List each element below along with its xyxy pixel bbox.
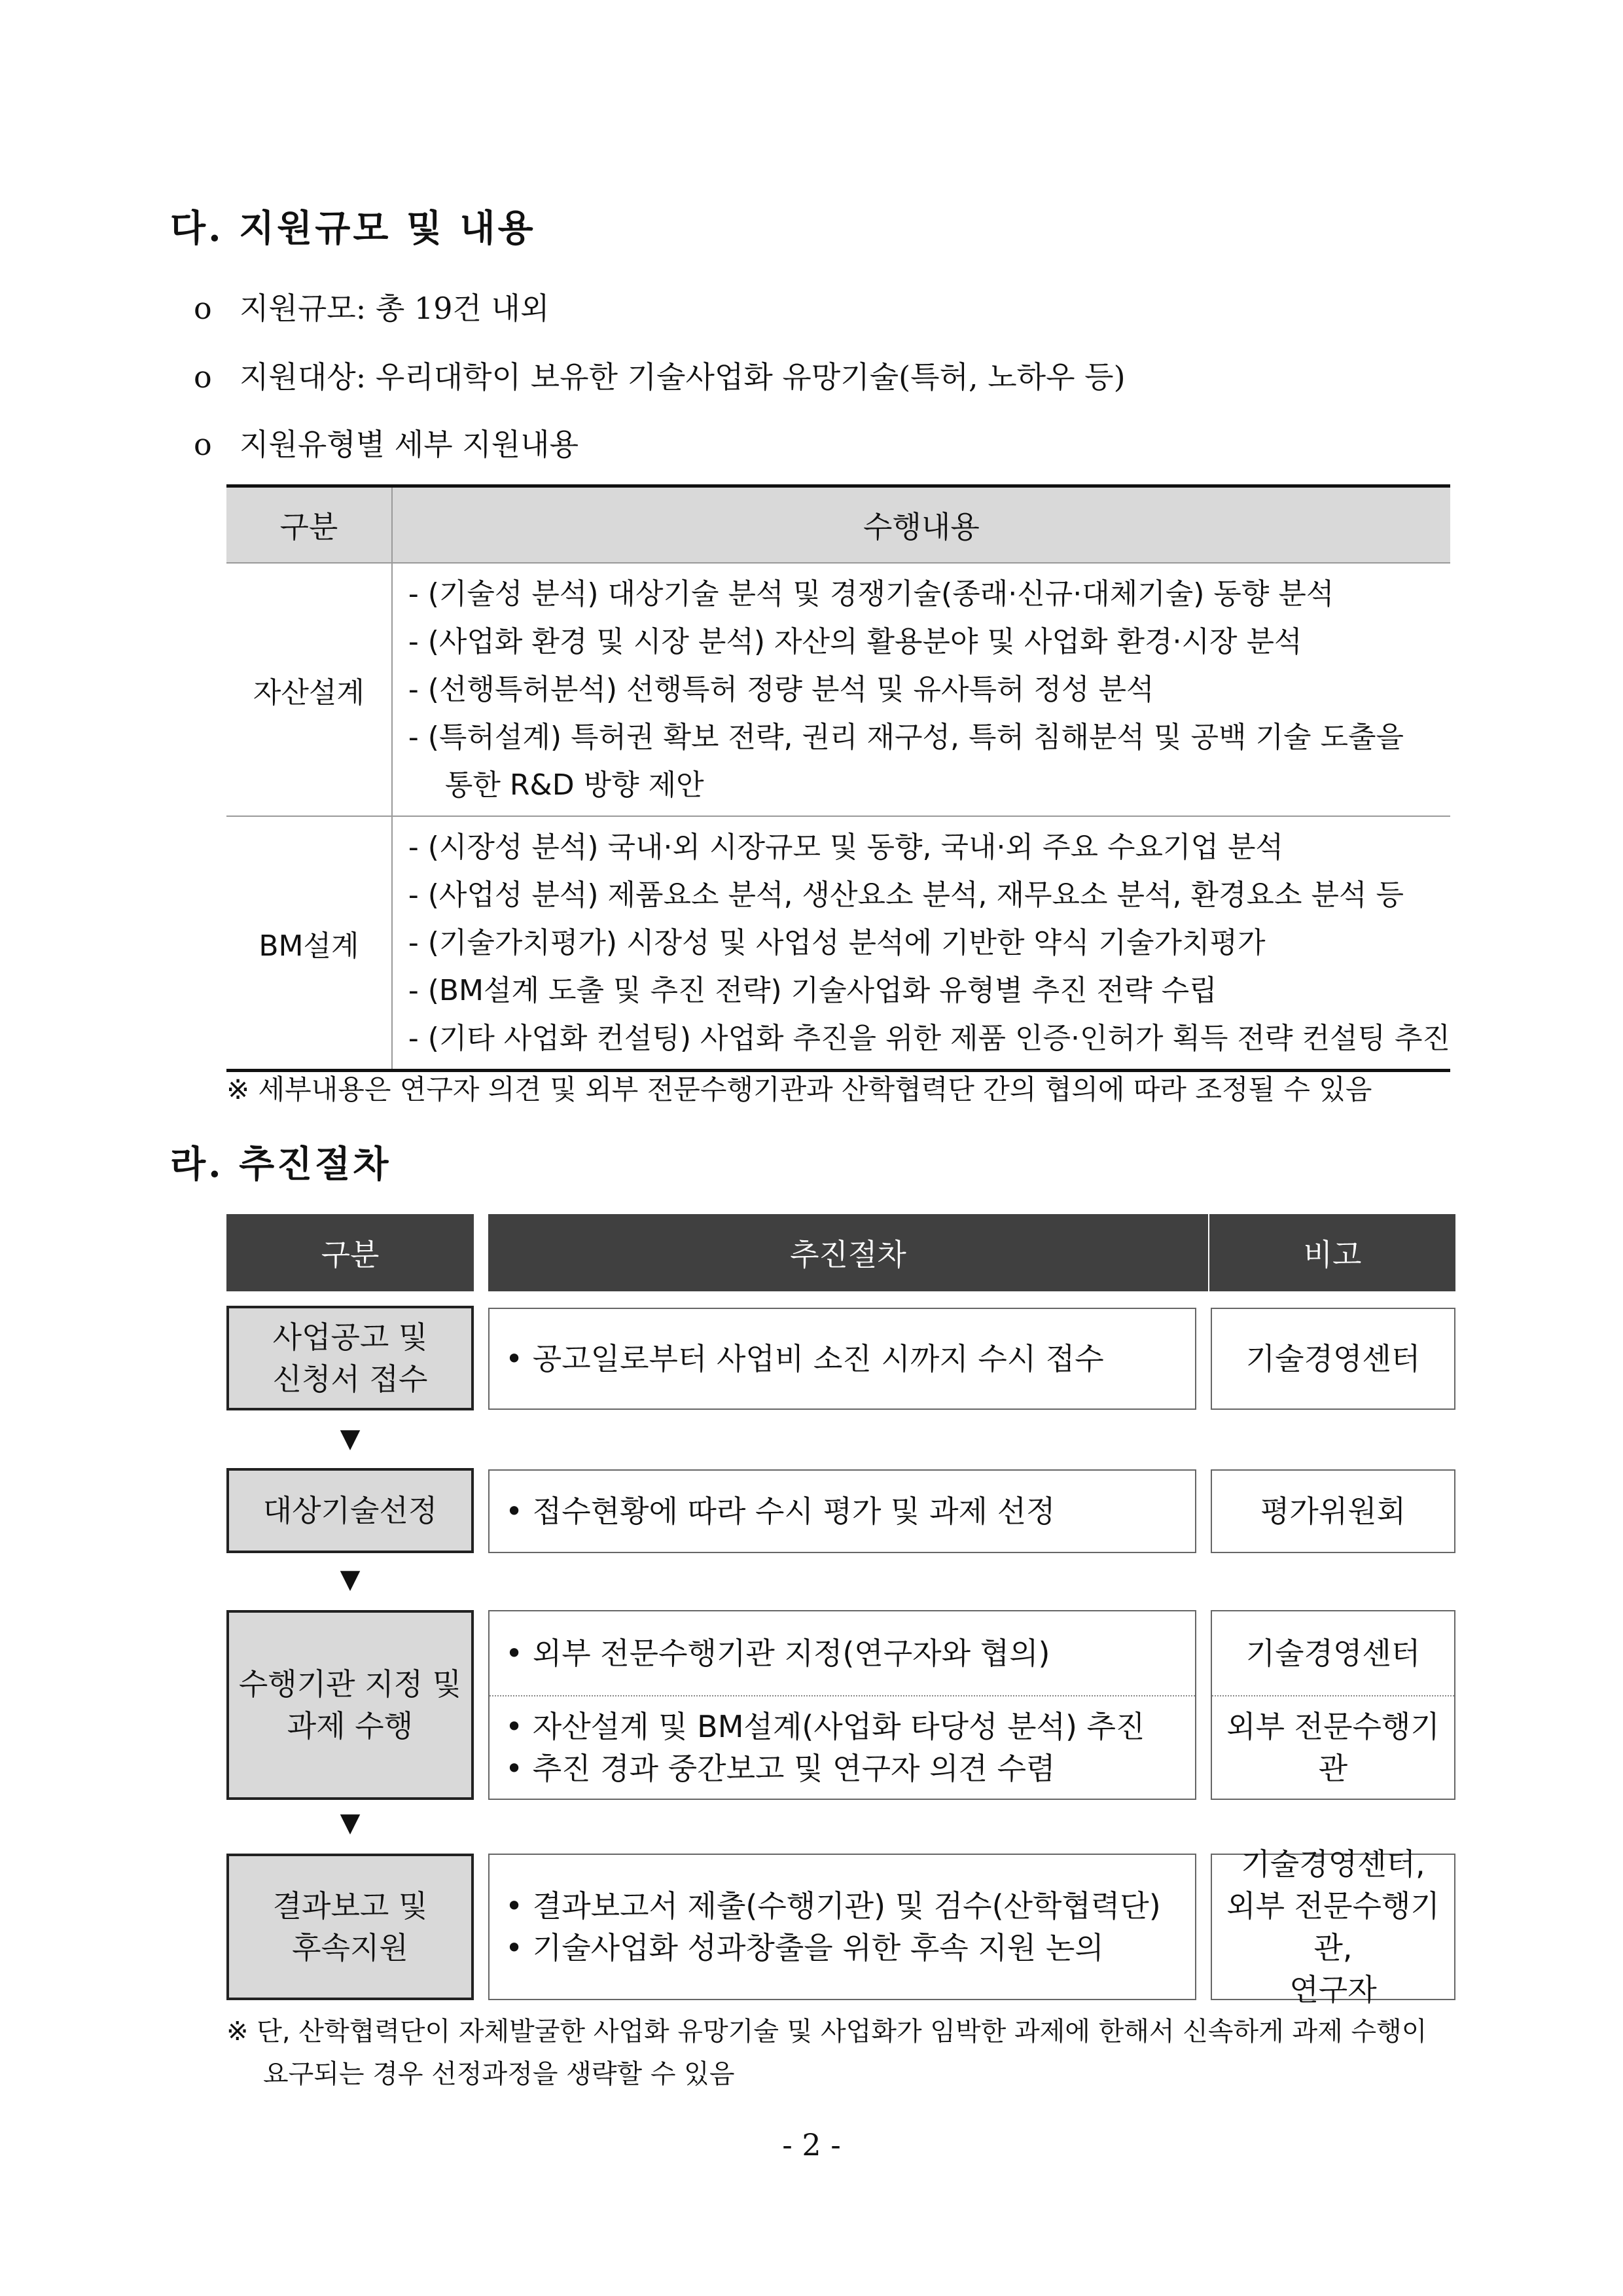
flow-step-remark <box>1211 1846 1455 2007</box>
flow-step-remark <box>1211 1610 1455 1800</box>
flow-step-execution <box>226 1610 474 1800</box>
bullet-text: 지원유형별 세부 지원내용 <box>240 427 579 462</box>
step-remark-text: 평가위원회 <box>1260 1494 1406 1529</box>
flow-arrow-down-icon: ▼ <box>340 1424 361 1454</box>
list-item: 통한 R&D 방향 제안 <box>444 768 704 802</box>
bullet-text: 지원대상: 우리대학이 보유한 기술사업화 유망기술(특허, 노하우 등) <box>240 359 1126 395</box>
step-name-line: 대상기술선정 <box>262 1493 438 1528</box>
step-remark-text: 연구자 <box>1289 1972 1377 2007</box>
row-content <box>392 563 1450 816</box>
page-number: - 2 - <box>782 2127 841 2162</box>
flow-step-reporting <box>226 1854 474 2000</box>
procedure-note-line: ※ 단, 산학협력단이 자체발굴한 사업화 유망기술 및 사업화가 임박한 과제에 한해서 신속하게 과제 수행이 <box>226 2017 1427 2047</box>
flow-step-content <box>488 1469 1196 1553</box>
flow-arrow-down-icon: ▼ <box>340 1564 361 1594</box>
step-content-line: • 자산설계 및 BM설계(사업화 타당성 분석) 추진 <box>505 1709 1145 1744</box>
row-category-asset-design: 자산설계 <box>226 563 392 816</box>
step-content-line: • 접수현황에 따라 수시 평가 및 과제 선정 <box>505 1494 1056 1529</box>
bullet-support-detail <box>194 421 579 464</box>
bullet-support-target <box>194 353 1126 397</box>
support-content-table <box>226 484 1450 1072</box>
list-item: - (기타 사업화 컨설팅) 사업화 추진을 위한 제품 인증·인허가 획득 전략 컨설팅 추진 <box>408 1022 1450 1055</box>
flow-step-announcement <box>226 1306 474 1410</box>
table-row <box>226 816 1450 1071</box>
flow-header-category: 구분 <box>226 1214 474 1291</box>
bullet-marker: o <box>194 359 212 395</box>
flow-step-content <box>488 1610 1196 1800</box>
bullet-marker: o <box>194 427 212 462</box>
flow-step-content <box>488 1854 1196 2000</box>
step-remark-text: 외부 전문수행기관, <box>1226 1888 1440 1965</box>
list-item: - (사업성 분석) 제품요소 분석, 생산요소 분석, 재무요소 분석, 환경요소 분석 등 <box>408 878 1404 912</box>
table-row <box>226 563 1450 816</box>
step-remark-text: 외부 전문수행기관 <box>1226 1709 1440 1786</box>
flow-header-remarks: 비고 <box>1209 1214 1455 1291</box>
row-content <box>392 816 1450 1071</box>
section-heading-support: 다. 지원규모 및 내용 <box>170 207 536 250</box>
table-header-category: 구분 <box>226 486 392 564</box>
flow-step-content <box>488 1308 1196 1410</box>
section-heading-procedure: 라. 추진절차 <box>170 1143 391 1186</box>
list-item: - (특허설계) 특허권 확보 전략, 권리 재구성, 특허 침해분석 및 공백 기술 도출을 <box>408 721 1404 754</box>
list-item: - (선행특허분석) 선행특허 정량 분석 및 유사특허 정성 분석 <box>408 673 1154 706</box>
list-item: - (시장성 분석) 국내·외 시장규모 및 동향, 국내·외 주요 수요기업 분석 <box>408 831 1283 864</box>
list-item: - (기술성 분석) 대상기술 분석 및 경쟁기술(종래·신규·대체기술) 동향 분석 <box>408 577 1334 611</box>
flow-step-remark <box>1211 1469 1455 1553</box>
flow-arrow-down-icon: ▼ <box>340 1808 361 1838</box>
step-content-line: • 외부 전문수행기관 지정(연구자와 협의) <box>505 1636 1050 1671</box>
step-name-line: 수행기관 지정 및 <box>238 1666 462 1702</box>
flow-step-selection <box>226 1468 474 1553</box>
step-content-line: • 추진 경과 중간보고 및 연구자 의견 수렴 <box>505 1751 1056 1786</box>
table-header-content: 수행내용 <box>392 486 1450 564</box>
step-content-line: • 공고일로부터 사업비 소진 시까지 수시 접수 <box>505 1341 1104 1376</box>
bullet-marker: o <box>194 291 212 326</box>
list-item: - (사업화 환경 및 시장 분석) 자산의 활용분야 및 사업화 환경·시장 분석 <box>408 625 1302 658</box>
row-category-bm-design: BM설계 <box>226 816 392 1071</box>
step-content-line: • 기술사업화 성과창출을 위한 후속 지원 논의 <box>505 1930 1104 1965</box>
flow-header-procedure: 추진절차 <box>488 1214 1208 1291</box>
step-name-line: 사업공고 및 <box>272 1319 428 1355</box>
step-name-line: 과제 수행 <box>287 1708 414 1744</box>
table-note: ※ 세부내용은 연구자 의견 및 외부 전문수행기관과 산학협력단 간의 협의에 따라 조정될 수 있음 <box>226 1073 1372 1105</box>
step-remark-text: 기술경영센터 <box>1245 1636 1421 1671</box>
step-remark-text: 기술경영센터, <box>1241 1846 1425 1882</box>
procedure-note-line: 요구되는 경우 선정과정을 생략할 수 있음 <box>263 2059 735 2089</box>
bullet-text: 지원규모: 총 19건 내외 <box>240 291 550 326</box>
step-content-line: • 결과보고서 제출(수행기관) 및 검수(산학협력단) <box>505 1888 1161 1924</box>
step-name-line: 후속지원 <box>292 1930 408 1965</box>
flow-step-remark <box>1211 1308 1455 1410</box>
list-item: - (기술가치평가) 시장성 및 사업성 분석에 기반한 약식 기술가치평가 <box>408 926 1266 960</box>
bullet-support-scale <box>194 285 549 328</box>
step-name-line: 결과보고 및 <box>272 1888 428 1924</box>
step-remark-text: 기술경영센터 <box>1245 1341 1421 1376</box>
step-name-line: 신청서 접수 <box>272 1361 428 1397</box>
list-item: - (BM설계 도출 및 추진 전략) 기술사업화 유형별 추진 전략 수립 <box>408 974 1217 1007</box>
